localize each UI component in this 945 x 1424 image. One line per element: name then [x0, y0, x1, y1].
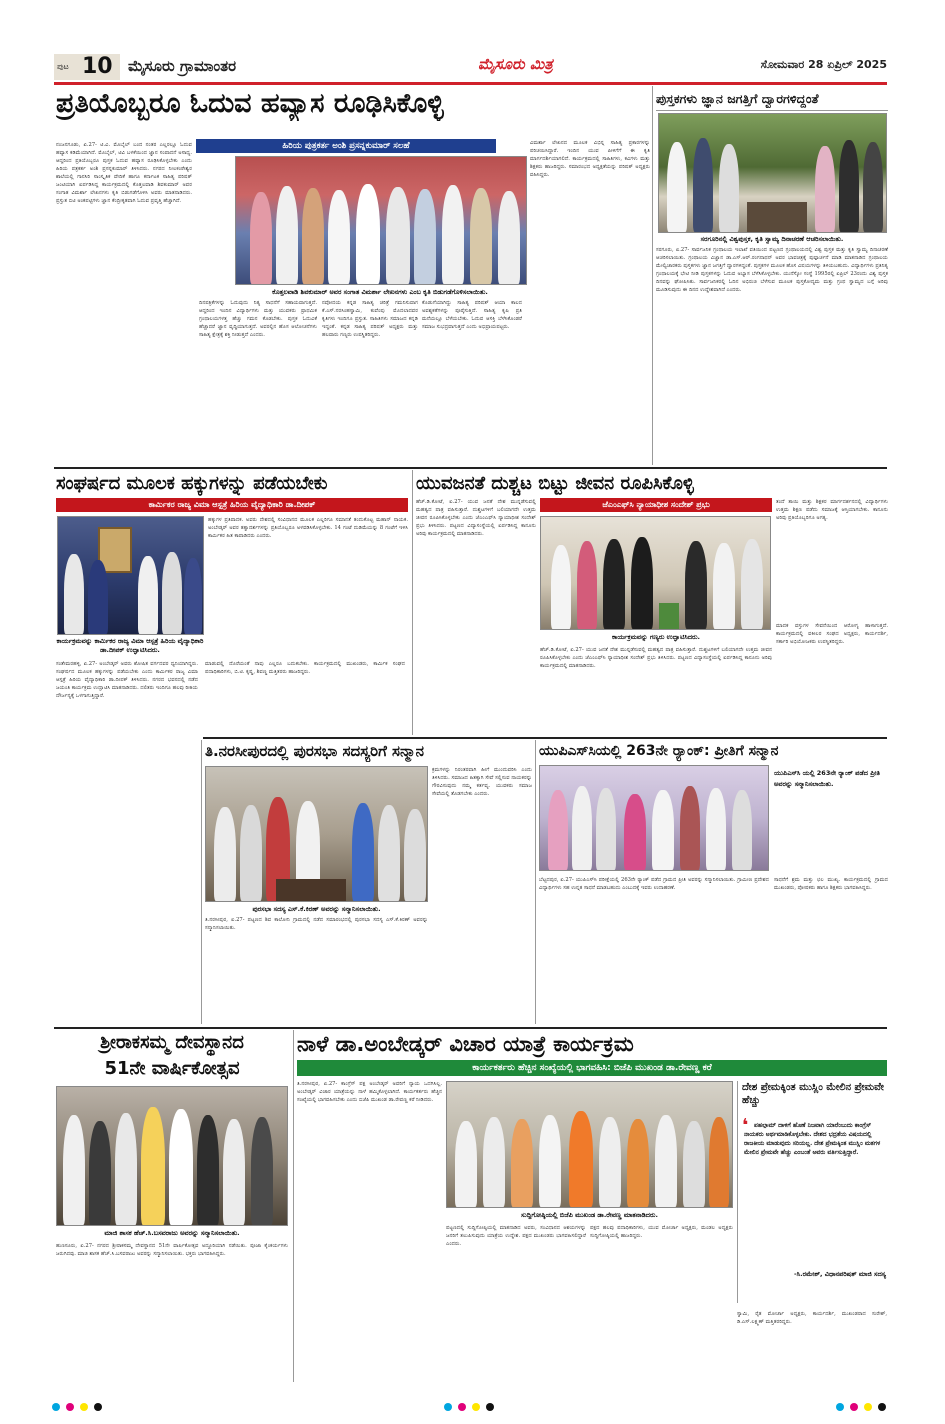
- story4-body-d: ಹೆಚ್.ಡಿ.ಕೋಟೆ, ಏ.27- ಯುವ ಜನತೆ ದೇಶ ಮುನ್ನಡೆಸುವಲ್ಲಿ ಮಹತ್ವದ ಪಾತ್ರ ವಹಿಸುತ್ತಾರೆ. ದುಶ್ಚಟಗಳಿಗೆ ಬಲಿಯಾಗದೇ ಉತ್ತಮ ಜೀವನ ರೂಪಿಸಿಕೊಳ್ಳಬೇಕು ಎಂದು ಜೆಎಂಎಫ್‌ಸಿ ನ್ಯಾಯಾಧೀಶ ಸಂದೇಶ್ ಪ್ರಭು ತಿಳಿಸಿದರು. ಪಟ್ಟಣದ ವಿದ್ಯಾಸಂಸ್ಥೆಯಲ್ಲಿ ಏರ್ಪಡಿಸಿದ್ದ ಕಾನೂನು ಅರಿವು ಕಾರ್ಯಕ್ರಮದಲ್ಲಿ ಮಾತನಾಡಿದರು.: [540, 647, 772, 669]
- masthead-rule: [54, 82, 887, 85]
- person-figure: [455, 1121, 477, 1207]
- person-figure: [63, 1115, 85, 1225]
- story6-side-caption: ಯುಪಿಎಸ್‌ಸಿ ಯಲ್ಲಿ 263ನೇ ರ್‍ಯಾಂಕ್ ಪಡೆದ ಪ್ರೀತಿ ಅವರನ್ನು ಸನ್ಮಾನಿಸಲಾಯಿತು.: [774, 769, 880, 788]
- story1-body-c: ನವೋದಯ ಕನ್ನಡ ಸಾಹಿತ್ಯ ಚರಿತ್ರೆ ಗಮನಿಸುವಾಗ ಕೆ.ಎಸ್.ನರಸಿಂಹಸ್ವಾಮಿ, ಕುವೆಂಪು ಮೊದಲಾದವರ ಕೃತಿಗಳು ಇಂದಿಗೂ ಪ್ರಸ್ತುತ. ಸಾಹಿತಿಗಳು ಸಮಾಜದ ಕನ್ನಡಿ ಇದ್ದಂತೆ. ಕನ್ನಡ ಸಾಹಿತ್ಯ ಪರಿಷತ್ ಅಧ್ಯಕ್ಷರು ಮತ್ತು ಹಲವಾರು ಗಣ್ಯರು ಉಪಸ್ಥಿತರಿದ್ದರು.: [322, 300, 418, 338]
- magenta-dot: [850, 1403, 858, 1411]
- person-figure: [577, 541, 597, 629]
- story4-caption: ಕಾರ್ಯಕ್ರಮವನ್ನು ಗಣ್ಯರು ಉದ್ಘಾಟಿಸಿದರು.: [611, 633, 701, 641]
- story6-body-a: ಬೆಟ್ಟದಪುರ, ಏ.27- ಯುಪಿಎಸ್‌ಸಿ ಪರೀಕ್ಷೆಯಲ್ಲಿ 263ನೇ ರ್‍ಯಾಂಕ್ ಪಡೆದ ಗ್ರಾಮದ ಪ್ರೀತಿ ಅವರನ್ನು ಸನ್ಮಾನಿಸಲಾಯಿತು. ಗ್ರಾಮೀಣ ಪ್ರದೇಶದ ವಿದ್ಯಾರ್ಥಿಗಳು ಸಹ ಉನ್ನತ ಸಾಧನೆ ಮಾಡಬಹುದು ಎಂಬುದಕ್ಕೆ ಇವರು ಉದಾಹರಣೆ.: [539, 877, 769, 891]
- issue-date: ಸೋಮವಾರ 28 ಏಪ್ರಿಲ್ 2025: [760, 58, 887, 71]
- person-figure: [184, 558, 202, 634]
- cyan-dot: [52, 1403, 60, 1411]
- person-figure: [442, 185, 464, 284]
- story2-caption: ಸರಗೂರಿನಲ್ಲಿ ವಿಶ್ವಪುಸ್ತಕ, ಕೃತಿ ಸ್ವಾಮ್ಯ ದಿನಾಚರಣೆ ಆಚರಿಸಲಾಯಿತು.: [700, 235, 844, 243]
- story5-body-a: ತಿ.ನರಸೀಪುರ, ಏ.27- ಪಟ್ಟಣದ ಶಿವ ಕಾಲೋನಿ ಗ್ರಾಮದಲ್ಲಿ ನಡೆದ ಸಮಾರಂಭದಲ್ಲಿ ಪುರಸಭಾ ಸದಸ್ಯ ಎಸ್.ಕೆ.ಕಿರಣ್ ಅವರನ್ನು ಸನ್ಮಾನಿಸಲಾಯಿತು.: [205, 917, 428, 931]
- person-figure: [631, 537, 653, 629]
- person-figure: [683, 1121, 705, 1207]
- story-divider: [54, 1027, 887, 1029]
- person-figure: [572, 786, 592, 870]
- registration-marks-left: [52, 1403, 112, 1413]
- story8-caption: ಸುದ್ದಿಗೋಷ್ಠಿಯಲ್ಲಿ ಬಿಜೆಪಿ ಮುಖಂಡ ಡಾ.ರೇವಣ್ಣ ಮಾತನಾಡಿದರು.: [521, 1211, 658, 1219]
- person-figure: [732, 790, 752, 870]
- story3-headline: ಸಂಘರ್ಷದ ಮೂಲಕ ಹಕ್ಕುಗಳನ್ನು ಪಡೆಯಬೇಕು: [56, 473, 328, 494]
- column-divider: [535, 740, 536, 1024]
- person-figure: [214, 807, 236, 901]
- person-figure: [197, 1115, 219, 1225]
- cyan-dot: [444, 1403, 452, 1411]
- story2-headline: ಪುಸ್ತಕಗಳು ಜ್ಞಾನ ಜಗತ್ತಿಗೆ ದ್ವಾರಗಳಿದ್ದಂತೆ: [656, 91, 819, 106]
- story1-headline: ಪ್ರತಿಯೊಬ್ಬರೂ ಓದುವ ಹವ್ಯಾಸ ರೂಢಿಸಿಕೊಳ್ಳಿ: [56, 88, 444, 119]
- person-figure: [548, 790, 568, 870]
- story4-subhead-band: ಜೆಎಂಎಫ್‌ಸಿ ನ್ಯಾಯಾಧೀಶ ಸಂದೇಶ್ ಪ್ರಭು: [540, 498, 772, 512]
- yellow-dot: [80, 1403, 88, 1411]
- story4-body-b: ತಂದೆ ತಾಯಿ ಮತ್ತು ಶಿಕ್ಷಕರ ಮಾರ್ಗದರ್ಶನದಲ್ಲಿ ವಿದ್ಯಾರ್ಥಿಗಳು ಉತ್ತಮ ಶಿಕ್ಷಣ ಪಡೆದು ಸಮಾಜಕ್ಕೆ ಆಸ್ತಿಯಾಗಬೇಕು. ಕಾನೂನು ಅರಿವು ಪ್ರತಿಯೊಬ್ಬರಿಗೂ ಅಗತ್ಯ.: [776, 499, 888, 521]
- person-figure: [815, 146, 835, 232]
- registration-marks-center: [444, 1403, 504, 1413]
- person-figure: [627, 1119, 649, 1207]
- magenta-dot: [458, 1403, 466, 1411]
- brand-logo: ಮೈಸೂರು ಮಿತ್ರ: [478, 55, 553, 73]
- story4-photo: [540, 516, 771, 630]
- masthead: [54, 52, 887, 80]
- person-figure: [386, 187, 410, 284]
- story6-headline: ಯುಪಿಎಸ್‌ಸಿಯಲ್ಲಿ 263ನೇ ರ್‍ಯಾಂಕ್: ಪ್ರೀತಿಗೆ ಸನ್ಮಾನ: [539, 743, 779, 759]
- section-name: ಮೈಸೂರು ಗ್ರಾಮಾಂತರ: [128, 57, 237, 75]
- black-dot: [94, 1403, 102, 1411]
- person-figure: [693, 138, 713, 232]
- person-figure: [378, 805, 400, 901]
- person-figure: [88, 560, 108, 634]
- person-figure: [596, 788, 616, 870]
- story5-body-b: ಕ್ರಮಗಳನ್ನು ನಿರಂತರವಾಗಿ ಹೀಗೆ ಮುಂದುವರಿಸಿ ಎಂದು ತಿಳಿಸಿದರು. ಸಮಾಜದ ಹಿತಕ್ಕಾಗಿ ಸೇವೆ ಸಲ್ಲಿಸುವ ನಾಯಕರನ್ನು ಗೌರವಿಸುವುದು ನಮ್ಮ ಕರ್ತವ್ಯ. ಯುವಕರು ಸಮಾಜ ಸೇವೆಯಲ್ಲಿ ತೊಡಗಬೇಕು ಎಂದರು.: [432, 767, 532, 797]
- magenta-dot: [66, 1403, 74, 1411]
- person-figure: [356, 184, 380, 284]
- story8-headline: ನಾಳೆ ಡಾ.ಅಂಬೇಡ್ಕರ್ ವಿಚಾರ ಯಾತ್ರೆ ಕಾರ್ಯಕ್ರಮ: [297, 1032, 634, 1056]
- person-figure: [328, 190, 350, 284]
- story7-photo: [56, 1086, 288, 1226]
- story1-subhead-band: ಹಿರಿಯ ಪುತ್ರಕರ್ತ ಅಂಶಿ ಪ್ರಸನ್ನಕುಮಾರ್ ಸಲಹೆ: [196, 139, 496, 153]
- cyan-dot: [836, 1403, 844, 1411]
- person-figure: [655, 1115, 677, 1207]
- person-figure: [414, 189, 436, 284]
- column-divider: [412, 470, 413, 735]
- person-figure: [569, 1111, 593, 1207]
- person-figure: [709, 1117, 729, 1207]
- column-divider: [652, 86, 653, 465]
- person-figure: [352, 803, 374, 901]
- person-figure: [713, 543, 735, 629]
- story8-body-c: ಪಕ್ಷದ ಹಲವು ಪದಾಧಿಕಾರಿಗಳು, ಯುವ ಮೋರ್ಚಾ ಅಧ್ಯಕ್ಷರು, ಮಂಡಲ ಅಧ್ಯಕ್ಷರು ಸುದ್ದಿಗೋಷ್ಠಿಯಲ್ಲಿ ಹಾಜರಿದ್ದರು.: [590, 1225, 733, 1239]
- story6-body-b: ಸಾಧನೆಗೆ ಶ್ರಮ ಮತ್ತು ಛಲ ಮುಖ್ಯ. ಕಾರ್ಯಕ್ರಮದಲ್ಲಿ ಗ್ರಾಮದ ಮುಖಂಡರು, ಪೋಷಕರು ಹಾಗೂ ಶಿಕ್ಷಕರು ಭಾಗವಹಿಸಿದ್ದರು.: [774, 877, 888, 891]
- story1-body-d: ಕೊಡುಗೆಯಾಗಿದ್ದು ಸಾಹಿತ್ಯ ಪರಿಷತ್ ಆಯಾ ಕಾಲದ ಅವಶ್ಯಕತೆಗಳನ್ನು ಪೂರೈಸುತ್ತಿದೆ. ಸಾಹಿತ್ಯ ಕೃಷಿ ಪ್ರತಿ ಮನೆಯಲ್ಲೂ ಬೆಳೆಯಬೇಕು. ಓದುವ ಆಸಕ್ತಿ ಬೆಳೆಸಿಕೊಂಡರೆ ಸಮಾಜ ಸುಭದ್ರವಾಗುತ್ತದೆ ಎಂದು ಅಭಿಪ್ರಾಯಪಟ್ಟರು.: [422, 300, 522, 330]
- story1-body-a: ನಂಜನಗೂಡು, ಏ.27- ಟಿ.ವಿ. ಮೊಬೈಲ್ ಬಂದ ನಂತರ ಎಲ್ಲರಲ್ಲೂ ಓದುವ ಹವ್ಯಾಸ ಕಡಿಮೆಯಾಗಿದೆ. ಮೊಬೈಲ್, ಟಿವಿ ಬಳಕೆಯಿಂದ ಜ್ಞಾನ ಸಂಪಾದನೆ ಅಸಾಧ್ಯ. ಆದ್ದರಿಂದ ಪ್ರತಿಯೊಬ್ಬರೂ ಪುಸ್ತಕ ಓದುವ ಹವ್ಯಾಸ ರೂಢಿಸಿಕೊಳ್ಳಬೇಕು ಎಂದು ಹಿರಿಯ ಪತ್ರಕರ್ತ ಅಂಶಿ ಪ್ರಸನ್ನಕುಮಾರ್ ತಿಳಿಸಿದರು. ನಗರದ ನೀಲಕಂಠೇಶ್ವರ ಶಾಲೆಯಲ್ಲಿ ಗಾನಸಿರಿ ಸಾಂಸ್ಕೃತಿಕ ವೇದಿಕೆ ಹಾಗೂ ಕರ್ನಾಟಕ ಸಾಹಿತ್ಯ ಪರಿಷತ್ ಜಂಟಿಯಾಗಿ ಏರ್ಪಡಿಸಿದ್ದ ಕಾರ್ಯಕ್ರಮದಲ್ಲಿ ಕೊತ್ತಲವಾಡಿ ಶಿವಕುಮಾರ್ ಅವರ ಸಂಗಾತ ವಿಮರ್ಶಾ ಲೇಖನಗಳು ಕೃತಿ ಬಿಡುಗಡೆಗೊಳಿಸಿ ಅವರು ಮಾತನಾಡಿದರು. ಪ್ರಸ್ತುತ ಬಿಟಿ ಅಂಕಪಟ್ಟಿಗಳು ಜ್ಞಾನ ಕೆಂದ್ರೀಕೃತವಾಗಿ ಓದುವ ಪ್ರವೃತ್ತಿ ಹೆಚ್ಚಾಗಿದೆ.: [56, 142, 192, 204]
- story3-body-c: ಮಾಡುವಲ್ಲಿ ದೊರೆಯಂತೆ ನಾವು ಎಲ್ಲರೂ ಬದುಕಬೇಕು. ಕಾರ್ಯಕ್ರಮದಲ್ಲಿ ಮುಖಂಡರು, ಕಾರ್ಮಿಕ ಸಂಘದ ಪದಾಧಿಕಾರಿಗಳು, ಬಿ.ಟಿ. ಕೃಷ್ಣ, ಶಿವಣ್ಣ ಮತ್ತಿತರರು ಹಾಜರಿದ್ದರು.: [205, 661, 405, 675]
- page-number: 10: [82, 54, 113, 79]
- story6-photo: [539, 765, 769, 871]
- story8-subhead-band: ಕಾರ್ಯಕರ್ತರು ಹೆಚ್ಚಿನ ಸಂಖ್ಯೆಯಲ್ಲಿ ಭಾಗವಹಿಸಿ: ಬಿಜೆಪಿ ಮುಖಂಡ ಡಾ.ರೇವಣ್ಣ ಕರೆ: [297, 1060, 887, 1076]
- person-figure: [89, 1121, 111, 1225]
- story1-body-b: ದಿನಪತ್ರಿಕೆಗಳನ್ನು ಓದುವುದು ನಿತ್ಯ ಸಾಧನೆಗೆ ಸಹಾಯವಾಗುತ್ತದೆ. ಆದ್ದರಿಂದ ಇಂದಿನ ವಿದ್ಯಾರ್ಥಿಗಳು ಮತ್ತು ಯುವಕರು ಪ್ರಾಥಮಿಕ ಗ್ರಂಥಾಲಯಗಳತ್ತ ಹೆಚ್ಚು ಗಮನ ಕೊಡಬೇಕು. ಪುಸ್ತಕ ಓದುವಿಕೆ ಹೆಚ್ಚಾದರೆ ಜ್ಞಾನ ವೃದ್ಧಿಯಾಗುತ್ತದೆ. ಅವರಲ್ಲಿನ ಹೊಸ ಆಲೋಚನೆಗಳು ಸಾಹಿತ್ಯ ಕ್ಷೇತ್ರಕ್ಕೆ ಶಕ್ತಿ ನೀಡುತ್ತದೆ ಎಂದರು.: [199, 300, 317, 338]
- story1-photo: [235, 156, 527, 285]
- person-figure: [863, 142, 883, 232]
- story2-body: ಸರಗೂರು, ಏ.27- ಸಾರ್ವಜನಿಕ ಗ್ರಂಥಾಲಯ ಇಲಾಖೆ ವತಿಯಿಂದ ಪಟ್ಟಣದ ಗ್ರಂಥಾಲಯದಲ್ಲಿ ವಿಶ್ವ ಪುಸ್ತಕ ಮತ್ತು ಕೃತಿ ಸ್ವಾಮ್ಯ ದಿನಾಚರಣೆ ಆಚರಿಸಲಾಯಿತು. ಗ್ರಂಥಾಲಯ ವಿಜ್ಞಾನ ಡಾ.ಎಸ್.ಆರ್.ರಂಗನಾಥನ್ ಅವರ ಭಾವಚಿತ್ರಕ್ಕೆ ಪುಷ್ಪಾರ್ಚನೆ ಮಾಡಿ ಮಾತನಾಡಿದ ಗ್ರಂಥಾಲಯ ಮೇಲ್ವಿಚಾರಕರು ಪುಸ್ತಕಗಳು ಜ್ಞಾನ ಜಗತ್ತಿಗೆ ದ್ವಾರಗಳಿದ್ದಂತೆ. ಪುಸ್ತಕಗಳ ಮೂಲಕ ಹೊಸ ವಿಷಯಗಳನ್ನು ತಿಳಿಯಬಹುದು. ವಿದ್ಯಾರ್ಥಿಗಳು ಪ್ರತಿನಿತ್ಯ ಗ್ರಂಥಾಲಯಕ್ಕೆ ಭೇಟಿ ನೀಡಿ ಪುಸ್ತಕಗಳನ್ನು ಓದುವ ಅಭ್ಯಾಸ ಬೆಳೆಸಿಕೊಳ್ಳಬೇಕು. ಯುನೆಸ್ಕೋ ಸಂಸ್ಥೆ 1995ರಲ್ಲಿ ಏಪ್ರಿಲ್ 23ರಂದು ವಿಶ್ವ ಪುಸ್ತಕ ದಿನವನ್ನು ಘೋಷಿಸಿತು. ಸಾರ್ವಜನಿಕರಲ್ಲಿ ಓದಿನ ಅಭಿರುಚಿ ಬೆಳೆಸುವ ಮೂಲಕ ಪುಸ್ತಕೋದ್ಯಮ ಮತ್ತು ಗ್ರಂಥ ಸ್ವಾಮ್ಯದ ಬಗ್ಗೆ ಅರಿವು ಮೂಡಿಸುವುದು ಈ ದಿನದ ಉದ್ದೇಶವಾಗಿದೆ ಎಂದರು.: [656, 247, 888, 293]
- person-figure: [470, 188, 492, 284]
- black-dot: [486, 1403, 494, 1411]
- opinion-sidebar: [737, 1081, 887, 1303]
- page-badge: [54, 54, 120, 80]
- story5-photo: [205, 766, 428, 902]
- person-figure: [223, 1119, 245, 1225]
- person-figure: [719, 144, 739, 232]
- story3-caption: ಕಾರ್ಯಕ್ರಮವನ್ನು ಕಾರ್ಮಿಕರ ರಾಜ್ಯ ವಿಮಾ ಆಸ್ಪತ್ರೆ ಹಿರಿಯ ವೈದ್ಯಾಧಿಕಾರಿ ಡಾ.ದೀಪಕ್ ಉದ್ಘಾಟಿಸಿದರು.: [56, 637, 204, 654]
- sidebar-headline: ದೇಶ ಪ್ರೇಮಕ್ಕಿಂತ ಮುಸ್ಲಿಂ ಮೇಲಿನ ಪ್ರೇಮವೇ ಹೆಚ್ಚು: [742, 1082, 884, 1106]
- story8-body-a: ತಿ.ನರಸೀಪುರ, ಏ.27- ಕಾಂಗ್ರೆಸ್ ಪಕ್ಷ ಅಂಬೇಡ್ಕರ್ ಅವರಿಗೆ ನ್ಯಾಯ ಒದಗಿಸಿಲ್ಲ. ಅಂಬೇಡ್ಕರ್ ವಿಚಾರ ಯಾತ್ರೆಯನ್ನು ನಾಳೆ ಹಮ್ಮಿಕೊಳ್ಳಲಾಗಿದೆ. ಕಾರ್ಯಕರ್ತರು ಹೆಚ್ಚಿನ ಸಂಖ್ಯೆಯಲ್ಲಿ ಭಾಗವಹಿಸಬೇಕು ಎಂದು ಬಿಜೆಪಿ ಮುಖಂಡ ಡಾ.ರೇವಣ್ಣ ಕರೆ ನೀಡಿದರು.: [297, 1081, 442, 1103]
- story4-body-c: ಮಾದಕ ವಸ್ತುಗಳ ಸೇವನೆಯಿಂದ ಆರೋಗ್ಯ ಹಾಳಾಗುತ್ತದೆ. ಕಾರ್ಯಕ್ರಮದಲ್ಲಿ ವಕೀಲರ ಸಂಘದ ಅಧ್ಯಕ್ಷರು, ಕಾರ್ಯದರ್ಶಿ, ಸರ್ಕಾರಿ ಅಭಿಯೋಜಕರು ಉಪಸ್ಥಿತರಿದ್ದರು.: [776, 623, 888, 645]
- quote-mark-icon: ❛: [742, 1115, 749, 1136]
- story3-body-a: ಹಕ್ಕುಗಳ ಪ್ರತಿಪಾದಕ. ಅವರು ದೇಶದಲ್ಲಿ ಸಂವಿಧಾನದ ಮೂಲಕ ಎಲ್ಲರಿಗೂ ಸಮಾನತೆ ತಂದುಕೊಟ್ಟ ಮಹಾನ್ ನಾಯಕ. ಅಂಬೇಡ್ಕರ್ ಅವರ ತತ್ವಾದರ್ಶಗಳನ್ನು ಪ್ರತಿಯೊಬ್ಬರೂ ಅಳವಡಿಸಿಕೊಳ್ಳಬೇಕು. 14 ಗಂಟೆ ದುಡಿಮೆಯನ್ನು 8 ಗಂಟೆಗೆ ಇಳಿಸಿ ಕಾರ್ಮಿಕರ ಹಿತ ಕಾಪಾಡಿದರು ಎಂದರು.: [208, 517, 408, 539]
- story4-body-a: ಹೆಚ್.ಡಿ.ಕೋಟೆ, ಏ.27- ಯುವ ಜನತೆ ದೇಶ ಮುನ್ನಡೆಸುವಲ್ಲಿ ಮಹತ್ವದ ಪಾತ್ರ ವಹಿಸುತ್ತಾರೆ. ದುಶ್ಚಟಗಳಿಗೆ ಬಲಿಯಾಗದೇ ಉತ್ತಮ ಜೀವನ ರೂಪಿಸಿಕೊಳ್ಳಬೇಕು ಎಂದು ಜೆಎಂಎಫ್‌ಸಿ ನ್ಯಾಯಾಧೀಶ ಸಂದೇಶ್ ಪ್ರಭು ತಿಳಿಸಿದರು. ಪಟ್ಟಣದ ವಿದ್ಯಾಸಂಸ್ಥೆಯಲ್ಲಿ ಏರ್ಪಡಿಸಿದ್ದ ಕಾನೂನು ಅರಿವು ಕಾರ್ಯಕ್ರಮದಲ್ಲಿ ಮಾತನಾಡಿದರು.: [416, 499, 536, 537]
- person-figure: [162, 552, 182, 634]
- story5-caption: ಪುರಸಭಾ ಸದಸ್ಯ ಎಸ್.ಕೆ.ಕಿರಣ್ ಅವರನ್ನು ಸನ್ಮಾನಿಸಲಾಯಿತು.: [252, 905, 381, 913]
- person-figure: [240, 805, 262, 901]
- headline-rule: [656, 110, 888, 111]
- person-figure: [141, 1107, 165, 1225]
- person-figure: [667, 142, 687, 232]
- story7-headline-line2: 51ನೇ ವಾರ್ಷಿಕೋತ್ಸವ: [104, 1058, 240, 1079]
- yellow-dot: [864, 1403, 872, 1411]
- person-figure: [624, 794, 646, 870]
- person-figure: [539, 1115, 561, 1207]
- person-figure: [498, 191, 520, 284]
- person-figure: [302, 188, 324, 284]
- person-figure: [250, 192, 272, 284]
- page-word: ಪುಟ: [57, 62, 69, 71]
- column-divider: [201, 740, 202, 1024]
- sidebar-quote: ಪಹಲ್ಗಾಮ್ ದಾಳಿಗೆ ಹೊಣೆ ನಿಜವಾಗಿ ಯಾರೆಂಬುದು ಕಾಂಗ್ರೆಸ್ ನಾಯಕರು ಅರ್ಥಮಾಡಿಕೊಳ್ಳಬೇಕು. ದೇಶದ ಭದ್ರತೆಯ ವಿಷಯದಲ್ಲಿ ರಾಜಕೀಯ ಮಾಡುವುದು ಸರಿಯಲ್ಲ. ದೇಶ ಪ್ರೇಮಕ್ಕಿಂತ ಮುಸ್ಲಿಂ ಮತಗಳ ಮೇಲಿನ ಪ್ರೇಮವೇ ಹೆಚ್ಚು ಎಂಬಂತೆ ಅವರು ವರ್ತಿಸುತ್ತಿದ್ದಾರೆ.: [744, 1122, 881, 1156]
- person-figure: [115, 1113, 137, 1225]
- story8-body-b: ಪಟ್ಟಣದಲ್ಲಿ ಸುದ್ದಿಗೋಷ್ಠಿಯಲ್ಲಿ ಮಾತನಾಡಿದ ಅವರು, ಸಂವಿಧಾನದ ಆಶಯಗಳನ್ನು ಜನರಿಗೆ ತಲುಪಿಸುವುದು ಯಾತ್ರೆಯ ಉದ್ದೇಶ. ಪಕ್ಷದ ಮುಖಂಡರು ಭಾಗವಹಿಸಲಿದ್ದಾರೆ ಎಂದರು.: [446, 1225, 586, 1247]
- sidebar-body: ಸ್ವಾಮಿ, ರೈತ ಮೋರ್ಚಾ ಅಧ್ಯಕ್ಷರು, ಕಾರ್ಯದರ್ಶಿ, ಮುಖಂಡರಾದ ಸುರೇಶ್, ಡಿ.ಎಸ್.ಲಕ್ಷ್ಮಣ್ ಮತ್ತಿತರರಿದ್ದರು.: [737, 1311, 887, 1325]
- person-figure: [603, 539, 625, 629]
- person-figure: [741, 539, 763, 629]
- person-figure: [511, 1119, 533, 1207]
- story-divider: [203, 737, 887, 739]
- registration-marks-right: [836, 1403, 896, 1413]
- plant-pot: [659, 603, 679, 629]
- yellow-dot: [472, 1403, 480, 1411]
- story7-headline-line1: ಶ್ರೀರಾಕಸಮ್ಮ ದೇವಸ್ಥಾನದ: [100, 1032, 244, 1053]
- person-figure: [599, 1117, 621, 1207]
- story7-body: ಹುಣಸೂರು, ಏ.27- ನಗರದ ಶ್ರೀರಾಕಸಮ್ಮ ದೇವಸ್ಥಾನದ 51ನೇ ವಾರ್ಷಿಕೋತ್ಸವ ಅದ್ದೂರಿಯಾಗಿ ನಡೆಯಿತು. ಪೂಜಾ ಕೈಂಕರ್ಯಗಳು ಜರುಗಿದವು. ಮಾಜಿ ಶಾಸಕ ಹೆಚ್.ಸಿ.ಬಸವರಾಜು ಅವರನ್ನು ಸನ್ಮಾನಿಸಲಾಯಿತು. ಭಕ್ತರು ಭಾಗವಹಿಸಿದ್ದರು.: [56, 1243, 288, 1257]
- honor-table: [276, 879, 346, 901]
- story-divider: [54, 467, 887, 469]
- person-figure: [251, 1117, 273, 1225]
- person-figure: [276, 186, 298, 284]
- story7-caption: ಮಾಜಿ ಶಾಸಕ ಹೆಚ್.ಸಿ.ಬಸವರಾಜು ಅವರನ್ನು ಸನ್ಮಾನಿಸಲಾಯಿತು.: [104, 1229, 240, 1237]
- book-table: [747, 202, 807, 232]
- story1-caption: ಕೊತ್ತಲವಾಡಿ ಶಿವಕುಮಾರ್ ಅವರ ಸಂಗಾತ ವಿಮರ್ಶಾ ಲೇಖನಗಳು ಎಂಬ ಕೃತಿ ಬಿಡುಗಡೆಗೊಳಿಸಲಾಯಿತು.: [272, 288, 488, 296]
- person-figure: [685, 541, 707, 629]
- person-figure: [706, 788, 726, 870]
- person-figure: [404, 809, 426, 901]
- black-dot: [878, 1403, 886, 1411]
- person-figure: [483, 1117, 505, 1207]
- sidebar-attribution: -ಸಿ.ರಮೇಶ್, ವಿಧಾನಪರಿಷತ್ ಮಾಜಿ ಸದಸ್ಯ: [793, 1270, 886, 1278]
- story3-photo: [57, 516, 204, 635]
- person-figure: [64, 554, 84, 634]
- story5-headline: ತಿ.ನರಸೀಪುರದಲ್ಲಿ ಪುರಸಭಾ ಸದಸ್ಯರಿಗೆ ಸನ್ಮಾನ: [205, 742, 425, 760]
- person-figure: [652, 790, 674, 870]
- person-figure: [551, 545, 571, 629]
- story8-photo: [446, 1081, 733, 1208]
- person-figure: [680, 786, 700, 870]
- person-figure: [138, 556, 158, 634]
- story4-headline: ಯುವಜನತೆ ದುಶ್ಚಟ ಬಿಟ್ಟು ಜೀವನ ರೂಪಿಸಿಕೊಳ್ಳಿ: [416, 473, 694, 494]
- story1-body-e: ವಿಮರ್ಶಾ ಲೇಖನದ ಮೂಲಕ ವಿಭಿನ್ನ ಸಾಹಿತ್ಯ ಪ್ರಕಾರಗಳನ್ನು ಪರಿಚಯಿಸಿದ್ದಾರೆ. ಇಂದಿನ ಯುವ ಪೀಳಿಗೆಗೆ ಈ ಕೃತಿ ಮಾರ್ಗದರ್ಶಿಯಾಗಲಿದೆ. ಕಾರ್ಯಕ್ರಮದಲ್ಲಿ ಸಾಹಿತಿಗಳು, ಕವಿಗಳು ಮತ್ತು ಶಿಕ್ಷಕರು ಹಾಜರಿದ್ದರು. ಸಮಾರಂಭದ ಅಧ್ಯಕ್ಷತೆಯನ್ನು ಪರಿಷತ್ ಅಧ್ಯಕ್ಷರು ವಹಿಸಿದ್ದರು.: [530, 140, 650, 178]
- column-divider: [293, 1030, 294, 1382]
- story3-body-b: ಸಂತೇಮರಹಳ್ಳಿ, ಏ.27- ಅಂಬೇಡ್ಕರ್ ಅವರು ಶೋಷಿತ ವರ್ಗದವರ ಧ್ವನಿಯಾಗಿದ್ದರು. ಸಂಘರ್ಷದ ಮೂಲಕ ಹಕ್ಕುಗಳನ್ನು ಪಡೆಯಬೇಕು ಎಂದು ಕಾರ್ಮಿಕರ ರಾಜ್ಯ ವಿಮಾ ಆಸ್ಪತ್ರೆ ಹಿರಿಯ ವೈದ್ಯಾಧಿಕಾರಿ ಡಾ.ದೀಪಕ್ ತಿಳಿಸಿದರು. ನಗರದ ಭವನದಲ್ಲಿ ನಡೆದ ಜಯಂತಿ ಕಾರ್ಯಕ್ರಮ ಉದ್ಘಾಟಿಸಿ ಮಾತನಾಡಿದರು. ದಲಿತರು ಇಂದಿಗೂ ಹಲವು ರೀತಿಯ ದೌರ್ಜನ್ಯಕ್ಕೆ ಒಳಗಾಗುತ್ತಿದ್ದಾರೆ.: [56, 661, 198, 699]
- person-figure: [169, 1109, 193, 1225]
- person-figure: [839, 140, 859, 232]
- story2-photo: [658, 113, 887, 233]
- story3-subhead-band: ಕಾರ್ಮಿಕರ ರಾಜ್ಯ ವಿಮಾ ಆಸ್ಪತ್ರೆ ಹಿರಿಯ ವೈದ್ಯಾಧಿಕಾರಿ ಡಾ.ದೀಪಕ್: [56, 498, 408, 512]
